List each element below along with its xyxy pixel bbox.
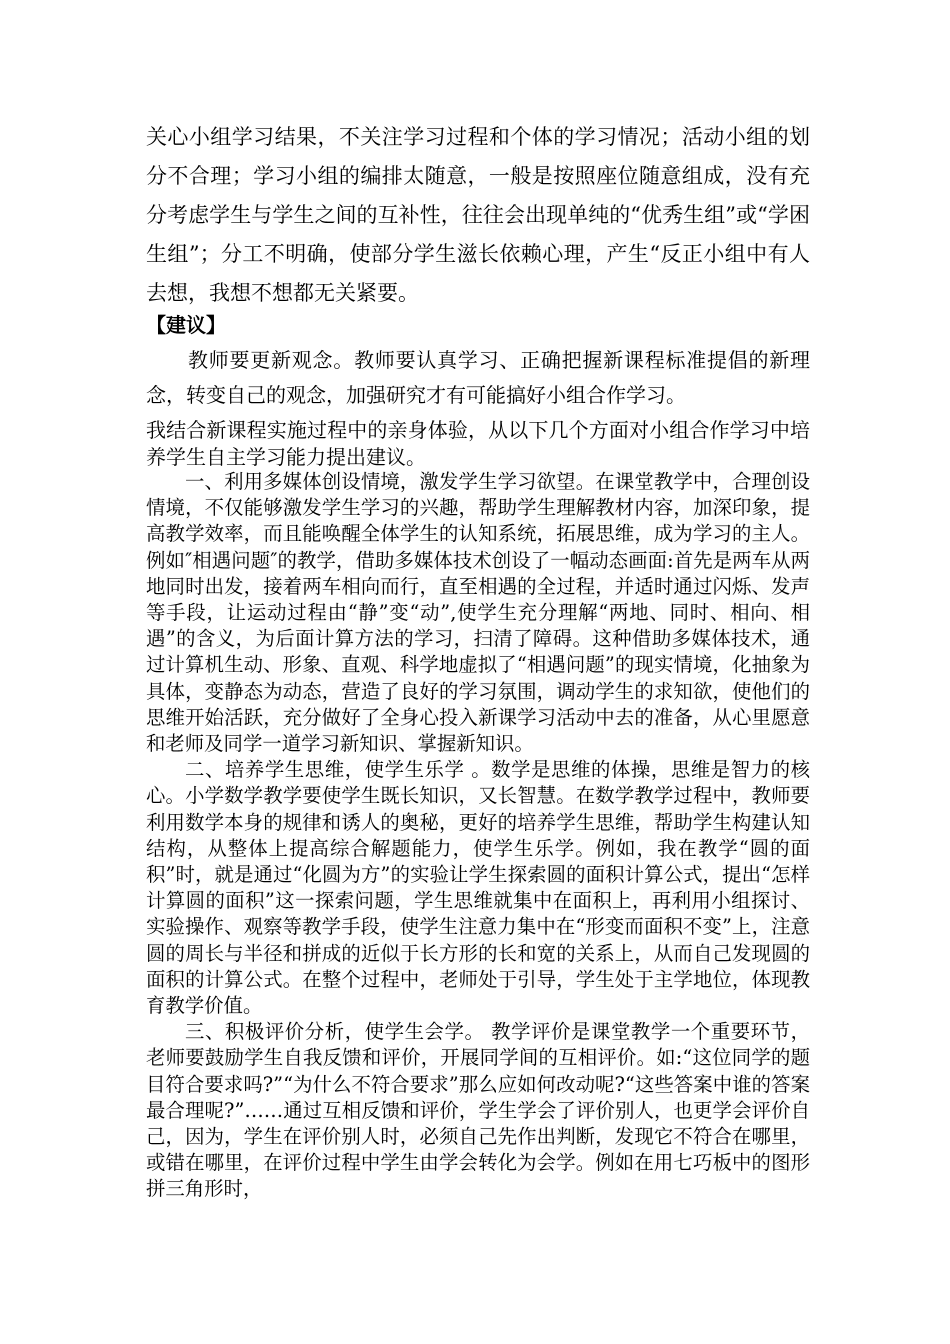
- intro-paragraph: 关心小组学习结果，不关注学习过程和个体的学习情况；活动小组的划分不合理；学习小组的编排太随意，一般是按照座位随意组成，没有充分考虑学生与学生之间的互补性，往往会出现单纯的“优秀生组”或“学困生组”；分工不明确，使部分学生滋长依赖心理，产生“反正小组中有人去想，我想不想都无关紧要。: [146, 125, 810, 305]
- paragraph-suggestions-intro: 我结合新课程实施过程中的亲身体验，从以下几个方面对小组合作学习中培养学生自主学习能力提出建议。: [146, 418, 810, 469]
- paragraph-thinking: 二、培养学生思维，使学生乐学 。数学是思维的体操，思维是智力的核心。小学数学教学要使学生既长知识，又长智慧。在数学教学过程中，教师要利用数学本身的规律和诱人的奥秘，更好的培养学生思维，帮助学生构建认知结构，从整体上提高综合解题能力，使学生乐学。例如，我在教学“圆的面积”时，就是通过“化圆为方”的实验让学生探索圆的面积计算公式，提出“怎样计算圆的面积”这一探索问题，学生思维就集中在面积上，再利用小组探讨、实验操作、观察等教学手段，使学生注意力集中在“形变而面积不变”上，注意圆的周长与半径和拼成的近似于长方形的长和宽的关系上，从而自己发现圆的面积的计算公式。在整个过程中，老师处于引导，学生处于主学地位，体现教育教学价值。: [146, 758, 810, 1018]
- paragraph-multimedia: 一、利用多媒体创设情境，激发学生学习欲望。在课堂教学中，合理创设情境，不仅能够激发学生学习的兴趣，帮助学生理解教材内容，加深印象，提高教学效率，而且能唤醒全体学生的认知系统，拓展思维，成为学习的主人。例如″相遇问题″的教学，借助多媒体技术创设了一幅动态画面:首先是两车从两地同时出发，接着两车相向而行，直至相遇的全过程，并适时通过闪烁、发声等手段，让运动过程由“静”变“动”,使学生充分理解“两地、同时、相向、相遇”的含义，为后面计算方法的学习，扫清了障碍。这种借助多媒体技术，通过计算机生动、形象、直观、科学地虚拟了“相遇问题”的现实情境，化抽象为具体，变静态为动态，营造了良好的学习氛围，调动学生的求知欲，使他们的思维开始活跃，充分做好了全身心投入新课学习活动中去的准备，从心里愿意和老师及同学一道学习新知识、掌握新知识。: [146, 470, 810, 756]
- paragraph-update-concepts: 教师要更新观念。教师要认真学习、正确把握新课程标准提倡的新理念，转变自己的观念，加强研究才有可能搞好小组合作学习。: [146, 348, 810, 407]
- section-heading: 【建议】: [146, 313, 226, 337]
- suggestions-body: [146, 469, 810, 1203]
- paragraph-evaluation: 三、积极评价分析，使学生会学。 教学评价是课堂教学一个重要环节，老师要鼓励学生自我反馈和评价，开展同学间的互相评价。如:“这位同学的题目符合要求吗?”“为什么不符合要求”那么应如何改动呢?“这些答案中谁的答案最合理呢?”……通过互相反馈和评价，学生学会了评价别人，也更学会评价自己，因为，学生在评价别人时，必须自己先作出判断，发现它不符合在哪里，或错在哪里，在评价过程中学生由学会转化为会学。例如在用七巧板中的图形拼三角形时，: [146, 1020, 810, 1201]
